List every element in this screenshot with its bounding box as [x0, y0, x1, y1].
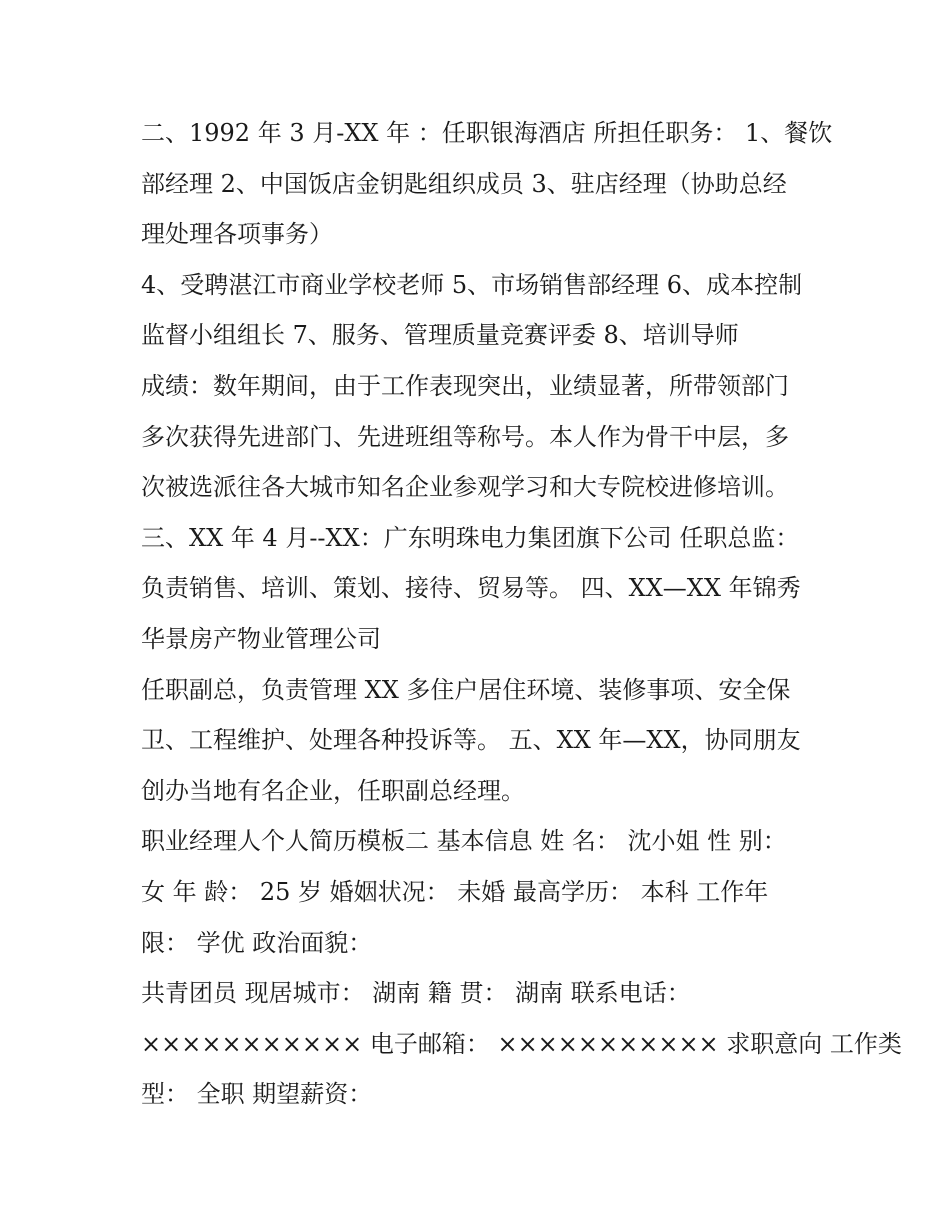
text-line: 负责销售、培训、策划、接待、贸易等。 四、XX—XX 年锦秀 — [141, 574, 801, 603]
text-line: 多次获得先进部门、先进班组等称号。本人作为骨干中层，多 — [141, 422, 789, 451]
text-line: 共青团员 现居城市： 湖南 籍 贯： 湖南 联系电话： — [141, 979, 691, 1008]
text-line: 部经理 2、中国饭店金钥匙组织成员 3、驻店经理（协助总经 — [141, 169, 787, 198]
text-line: 任职副总，负责管理 XX 多住户居住环境、装修事项、安全保 — [141, 675, 791, 704]
text-line: 创办当地有名企业，任职副总经理。 — [141, 776, 525, 805]
resume-text — [141, 108, 902, 1120]
text-line: 4、受聘湛江市商业学校老师 5、市场销售部经理 6、成本控制 — [141, 270, 803, 299]
text-line: 成绩：数年期间，由于工作表现突出，业绩显著，所带领部门 — [141, 371, 789, 400]
text-line: 女 年 龄： 25 岁 婚姻状况： 未婚 最高学历： 本科 工作年 — [141, 877, 769, 906]
text-line: 二、1992 年 3 月-XX 年 ：任职银海酒店 所担任职务： 1、餐饮 — [141, 119, 833, 147]
text-line: 职业经理人个人简历模板二 基本信息 姓 名： 沈小姐 性 别： — [141, 827, 787, 856]
text-line: 华景房产物业管理公司 — [141, 624, 381, 653]
text-line: ××××××××××× 电子邮箱： ××××××××××× 求职意向 工作类 — [141, 1029, 902, 1058]
text-line: 三、XX 年 4 月--XX：广东明珠电力集团旗下公司 任职总监： — [141, 523, 800, 552]
text-line: 监督小组组长 7、服务、管理质量竞赛评委 8、培训导师 — [141, 321, 739, 350]
text-line: 型： 全职 期望薪资： — [141, 1080, 373, 1109]
text-line: 理处理各项事务） — [141, 220, 333, 249]
text-line: 卫、工程维护、处理各种投诉等。 五、XX 年—XX，协同朋友 — [141, 726, 801, 755]
text-line: 限： 学优 政治面貌： — [141, 928, 373, 957]
text-line: 次被选派往各大城市知名企业参观学习和大专院校进修培训。 — [141, 473, 789, 502]
